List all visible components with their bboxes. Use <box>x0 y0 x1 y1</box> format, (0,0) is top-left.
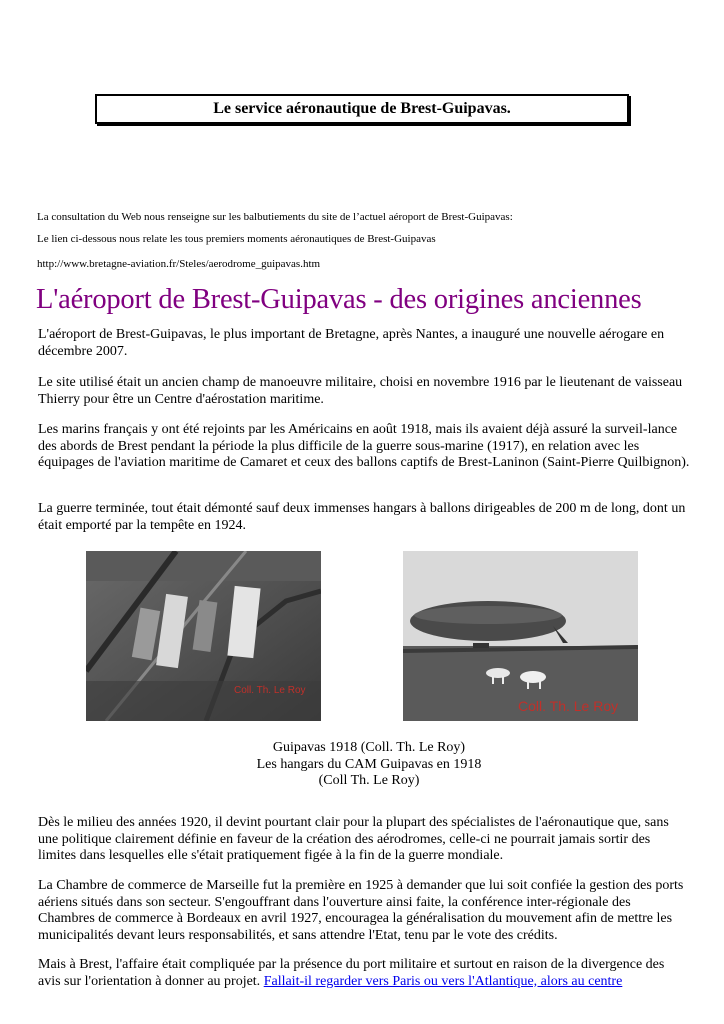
photo-caption <box>200 740 538 790</box>
intro-url: http://www.bretagne-aviation.fr/Steles/aerodrome_guipavas.htm <box>37 258 321 270</box>
paragraph-2: Le site utilisé était un ancien champ de manoeuvre militaire, choisi en novembre 1916 par le lieutenant de vaisseau Thierry pour être un Centre d'aérostation maritime. <box>38 375 683 407</box>
article-heading: L'aéroport de Brest-Guipavas - des origines anciennes <box>36 284 642 315</box>
right-photo-watermark: Coll. Th. Le Roy <box>518 698 619 714</box>
hangars-aerial-image <box>86 551 321 721</box>
airport-orientation-link[interactable]: Fallait-il regarder vers Paris ou vers l'Atlantique, alors au centre <box>263 973 623 989</box>
paragraph-7 <box>38 957 690 990</box>
intro-line-1: La consultation du Web nous renseigne sur les balbutiements du site de l’actuel aéroport de Brest-Guipavas: <box>37 211 513 223</box>
paragraph-5: Dès le milieu des années 1920, il devint pourtant clair pour la plupart des spécialistes de l'aéronautique que, sans une politique clairement définie en faveur de la création des aérodromes, celle-ci ne pourrait jamais sortir des limites dans lesquelles elle s'était pratiquement figée à la fin de la guerre mondiale. <box>38 815 669 864</box>
page-title: Le service aéronautique de Brest-Guipavas. <box>95 94 629 124</box>
paragraph-4: La guerre terminée, tout était démonté sauf deux immenses hangars à ballons dirigeables de 200 m de long, dont un était emporté par la tempête en 1924. <box>38 501 686 533</box>
hangars-aerial-photo <box>86 551 321 721</box>
airship-image <box>403 551 638 721</box>
paragraph-6: La Chambre de commerce de Marseille fut la première en 1925 à demander que lui soit confiée la gestion des ports aériens situés dans son secteur. S'engouffrant dans l'ouverture ainsi faite, la conférence inter-régionale des Chambres de commerce à Bordeaux en avril 1927, encouragea la généralisation du mouvement afin de mettre les municipalités devant leurs responsabilités, et sans attendre l'Etat, tenu par le vote des crédits. <box>38 878 684 943</box>
intro-line-2: Le lien ci-dessous nous relate les tous premiers moments aéronautiques de Brest-Guipavas <box>37 233 436 245</box>
caption-line-1: Guipavas 1918 (Coll. Th. Le Roy) <box>272 740 466 755</box>
caption-line-2: Les hangars du CAM Guipavas en 1918 <box>256 756 482 772</box>
airship-photo <box>403 551 638 721</box>
left-photo-watermark: Coll. Th. Le Roy <box>234 685 306 696</box>
caption-line-3: (Coll Th. Le Roy) <box>318 773 420 788</box>
paragraph-7-text: Mais à Brest, l'affaire était compliquée par la présence du port militaire et surtout en raison de la divergence des avis sur l'orientation à donner au projet. <box>38 957 665 989</box>
paragraph-1: L'aéroport de Brest-Guipavas, le plus important de Bretagne, après Nantes, a inauguré une nouvelle aérogare en décembre 2007. <box>38 327 665 359</box>
paragraph-3: Les marins français y ont été rejoints par les Américains en août 1918, mais ils avaient déjà assuré la surveil-lance des abords de Brest pendant la période la plus difficile de la guerre sous-marine (1917), en relation avec les équipages de l'aviation maritime de Camaret et ceux des ballons captifs de Brest-Laninon (Saint-Pierre Quilbignon). <box>38 422 690 471</box>
